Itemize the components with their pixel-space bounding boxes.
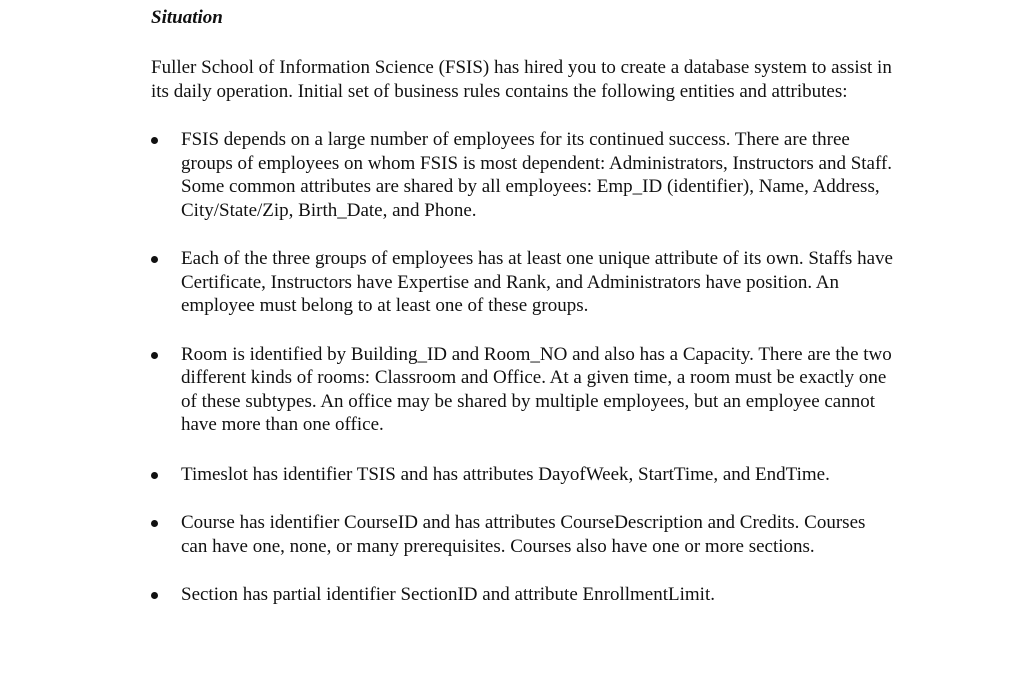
list-item-text: Course has identifier CourseID and has attributes CourseDescription and Credits. Courses can have one, none, or many prerequisites. Courses also have one or more sections. [181, 512, 866, 557]
bullet-icon [151, 592, 158, 599]
list-item [151, 463, 896, 487]
list-item-text: FSIS depends on a large number of employees for its continued success. There are three groups of employees on whom FSIS is most dependent: Administrators, Instructors and Staff. Some common attributes are shared by all employees: Emp_ID (identifier), Name, Address, City/State/Zip, Birth_Date, and Phone. [181, 129, 893, 221]
section-heading: Situation [151, 7, 223, 28]
list-item [151, 128, 896, 222]
list-item-text: Section has partial identifier SectionID and attribute EnrollmentLimit. [181, 584, 715, 605]
bullet-icon [151, 256, 158, 263]
bullet-icon [151, 352, 158, 359]
bullet-icon [151, 472, 158, 479]
bullet-icon [151, 137, 158, 144]
list-item [151, 247, 896, 318]
list-item-text: Room is identified by Building_ID and Room_NO and also has a Capacity. There are the two different kinds of rooms: Classroom and Office. At a given time, a room must be exactly one of these subtypes. An office may be shared by multiple employees, but an employee cannot have more than one office. [181, 343, 892, 435]
list-item [151, 343, 896, 437]
list-item-text: Each of the three groups of employees has at least one unique attribute of its own. Staffs have Certificate, Instructors have Expertise and Rank, and Administrators have position. An employee must belong to at least one of these groups. [181, 248, 893, 316]
document-page [151, 6, 896, 607]
business-rules-list [151, 128, 896, 607]
list-item [151, 511, 896, 558]
bullet-icon [151, 520, 158, 527]
list-item [151, 583, 896, 607]
intro-paragraph: Fuller School of Information Science (FSIS) has hired you to create a database system to assist in its daily operation. Initial set of business rules contains the following entities and attributes: [151, 57, 892, 102]
list-item-text: Timeslot has identifier TSIS and has attributes DayofWeek, StartTime, and EndTime. [181, 463, 830, 485]
